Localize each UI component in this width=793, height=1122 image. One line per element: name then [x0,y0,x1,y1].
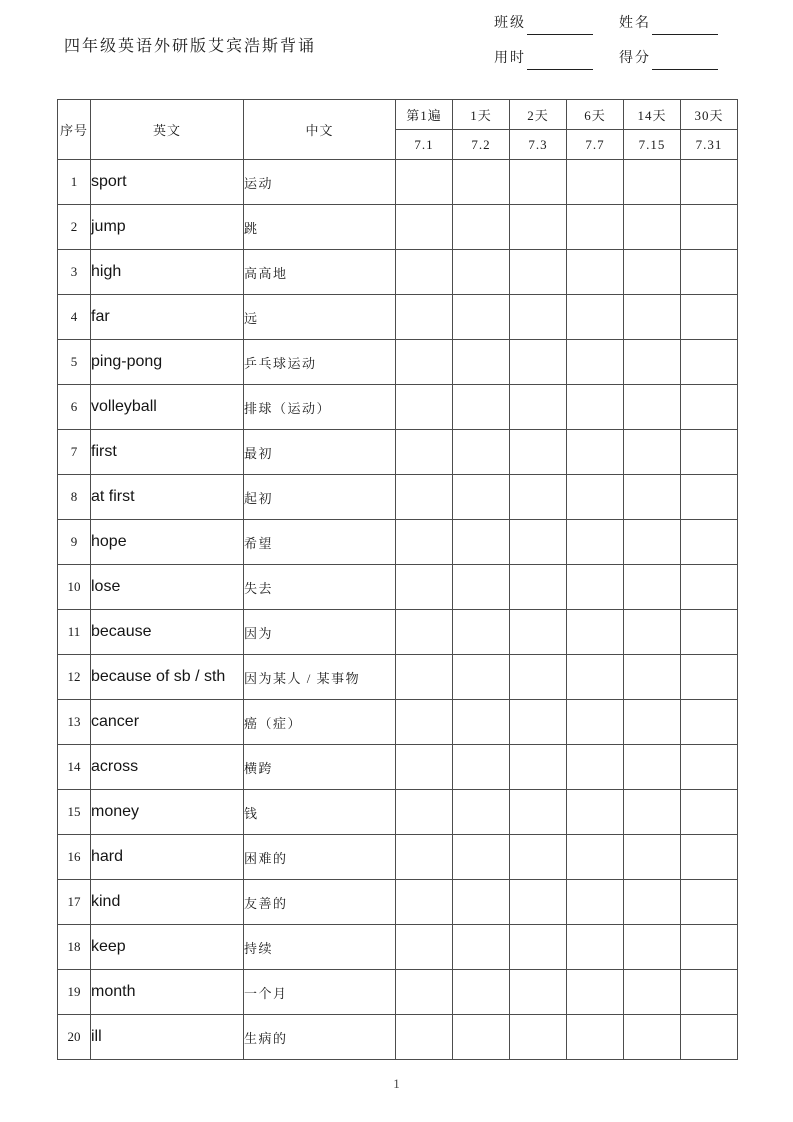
review-blank-cell [567,655,624,700]
review-blank-cell [567,745,624,790]
english-word-cell: because [91,610,244,655]
score-field [619,48,718,70]
review-blank-cell [453,565,510,610]
time-used-field-label: 用时 [494,51,526,66]
review-blank-cell [396,340,453,385]
score-field-blank [652,51,718,70]
name-field-blank [652,16,718,35]
form-field-row [494,13,718,35]
review-column-header: 14天 [624,100,681,130]
review-blank-cell [510,295,567,340]
review-blank-cell [681,925,738,970]
review-blank-cell [453,385,510,430]
vocab-row [58,475,738,520]
review-blank-cell [567,295,624,340]
vocab-row [58,430,738,475]
row-index-cell: 7 [58,430,91,475]
review-date-header: 7.7 [567,130,624,160]
review-blank-cell [624,340,681,385]
review-blank-cell [453,880,510,925]
row-index-cell: 18 [58,925,91,970]
review-blank-cell [624,295,681,340]
review-blank-cell [396,610,453,655]
row-index-cell: 14 [58,745,91,790]
review-blank-cell [567,970,624,1015]
review-blank-cell [453,745,510,790]
chinese-meaning-cell: 运动 [244,160,396,205]
row-index-cell: 11 [58,610,91,655]
review-blank-cell [624,925,681,970]
review-blank-cell [567,250,624,295]
table-header-row [58,100,738,130]
review-blank-cell [681,835,738,880]
review-blank-cell [510,430,567,475]
name-field-label: 姓名 [619,16,651,31]
review-blank-cell [396,835,453,880]
english-word-cell: money [91,790,244,835]
vocab-row [58,880,738,925]
review-column-header: 第1遍 [396,100,453,130]
vocab-row [58,295,738,340]
review-blank-cell [681,520,738,565]
review-blank-cell [396,655,453,700]
review-blank-cell [567,520,624,565]
index-column-header: 序号 [58,100,91,160]
review-blank-cell [510,610,567,655]
review-blank-cell [624,745,681,790]
review-blank-cell [453,520,510,565]
row-index-cell: 15 [58,790,91,835]
english-word-cell: sport [91,160,244,205]
chinese-column-header: 中文 [244,100,396,160]
review-blank-cell [510,565,567,610]
name-field [619,13,718,35]
row-index-cell: 19 [58,970,91,1015]
vocab-row [58,970,738,1015]
review-blank-cell [453,610,510,655]
review-blank-cell [681,970,738,1015]
english-word-cell: month [91,970,244,1015]
review-blank-cell [567,340,624,385]
review-blank-cell [567,565,624,610]
review-blank-cell [396,385,453,430]
review-column-header: 1天 [453,100,510,130]
review-blank-cell [396,880,453,925]
review-column-header: 6天 [567,100,624,130]
chinese-meaning-cell: 起初 [244,475,396,520]
vocab-row [58,835,738,880]
review-blank-cell [624,385,681,430]
review-blank-cell [681,385,738,430]
review-date-header: 7.31 [681,130,738,160]
vocab-row [58,790,738,835]
review-blank-cell [510,250,567,295]
review-blank-cell [567,385,624,430]
time-used-field-blank [527,51,593,70]
review-blank-cell [624,430,681,475]
vocab-row [58,1015,738,1060]
row-index-cell: 2 [58,205,91,250]
review-blank-cell [510,385,567,430]
row-index-cell: 4 [58,295,91,340]
row-index-cell: 12 [58,655,91,700]
review-blank-cell [567,925,624,970]
review-blank-cell [453,700,510,745]
row-index-cell: 5 [58,340,91,385]
review-blank-cell [681,745,738,790]
vocab-row [58,340,738,385]
review-blank-cell [510,835,567,880]
review-blank-cell [681,1015,738,1060]
row-index-cell: 20 [58,1015,91,1060]
review-blank-cell [510,700,567,745]
chinese-meaning-cell: 排球（运动） [244,385,396,430]
chinese-meaning-cell: 一个月 [244,970,396,1015]
review-blank-cell [624,565,681,610]
chinese-meaning-cell: 横跨 [244,745,396,790]
review-blank-cell [453,475,510,520]
review-blank-cell [396,790,453,835]
review-blank-cell [396,745,453,790]
english-word-cell: far [91,295,244,340]
review-blank-cell [567,475,624,520]
review-blank-cell [624,160,681,205]
review-blank-cell [396,565,453,610]
time-used-field [494,48,593,70]
chinese-meaning-cell: 癌（症） [244,700,396,745]
chinese-meaning-cell: 远 [244,295,396,340]
review-date-header: 7.1 [396,130,453,160]
review-blank-cell [567,835,624,880]
review-blank-cell [681,565,738,610]
review-blank-cell [681,475,738,520]
review-blank-cell [681,430,738,475]
review-blank-cell [510,1015,567,1060]
page-number: 1 [393,1076,400,1091]
review-blank-cell [453,295,510,340]
review-blank-cell [396,160,453,205]
review-blank-cell [681,205,738,250]
review-blank-cell [396,430,453,475]
review-blank-cell [567,205,624,250]
review-blank-cell [681,295,738,340]
review-blank-cell [396,970,453,1015]
page-title: 四年级英语外研版艾宾浩斯背诵 [64,38,317,55]
review-blank-cell [453,430,510,475]
english-word-cell: lose [91,565,244,610]
header-form-fields [494,13,718,83]
review-blank-cell [396,205,453,250]
review-blank-cell [624,655,681,700]
review-blank-cell [396,295,453,340]
review-date-header: 7.15 [624,130,681,160]
review-blank-cell [624,835,681,880]
review-blank-cell [624,970,681,1015]
review-date-header: 7.2 [453,130,510,160]
review-blank-cell [510,340,567,385]
review-blank-cell [681,790,738,835]
review-blank-cell [453,970,510,1015]
english-word-cell: hard [91,835,244,880]
review-blank-cell [567,1015,624,1060]
chinese-meaning-cell: 友善的 [244,880,396,925]
english-word-cell: volleyball [91,385,244,430]
review-date-header: 7.3 [510,130,567,160]
row-index-cell: 1 [58,160,91,205]
review-blank-cell [453,160,510,205]
review-blank-cell [681,655,738,700]
review-blank-cell [567,610,624,655]
vocab-row [58,655,738,700]
chinese-meaning-cell: 失去 [244,565,396,610]
review-blank-cell [624,205,681,250]
row-index-cell: 6 [58,385,91,430]
review-blank-cell [624,700,681,745]
review-blank-cell [567,790,624,835]
vocab-row [58,160,738,205]
review-blank-cell [624,880,681,925]
review-column-header: 30天 [681,100,738,130]
review-blank-cell [567,430,624,475]
review-blank-cell [453,1015,510,1060]
chinese-meaning-cell: 乒乓球运动 [244,340,396,385]
class-field-blank [527,16,593,35]
english-word-cell: first [91,430,244,475]
chinese-meaning-cell: 生病的 [244,1015,396,1060]
english-word-cell: kind [91,880,244,925]
review-blank-cell [510,205,567,250]
vocab-row [58,745,738,790]
review-blank-cell [624,250,681,295]
vocab-row [58,925,738,970]
review-blank-cell [453,205,510,250]
review-blank-cell [510,160,567,205]
review-blank-cell [510,880,567,925]
review-blank-cell [510,970,567,1015]
vocab-row [58,250,738,295]
vocab-row [58,700,738,745]
english-column-header: 英文 [91,100,244,160]
review-blank-cell [681,160,738,205]
review-blank-cell [510,745,567,790]
row-index-cell: 10 [58,565,91,610]
review-blank-cell [567,700,624,745]
review-blank-cell [453,790,510,835]
review-column-header: 2天 [510,100,567,130]
chinese-meaning-cell: 钱 [244,790,396,835]
review-blank-cell [510,790,567,835]
review-blank-cell [453,655,510,700]
review-blank-cell [681,700,738,745]
vocab-row [58,385,738,430]
review-blank-cell [396,520,453,565]
row-index-cell: 9 [58,520,91,565]
review-blank-cell [681,250,738,295]
class-field-label: 班级 [494,16,526,31]
row-index-cell: 17 [58,880,91,925]
review-blank-cell [396,1015,453,1060]
review-blank-cell [567,880,624,925]
english-word-cell: keep [91,925,244,970]
review-blank-cell [510,925,567,970]
review-blank-cell [453,925,510,970]
review-blank-cell [396,475,453,520]
row-index-cell: 16 [58,835,91,880]
chinese-meaning-cell: 困难的 [244,835,396,880]
form-field-row [494,48,718,70]
row-index-cell: 3 [58,250,91,295]
vocab-row [58,565,738,610]
review-blank-cell [396,925,453,970]
vocab-row [58,520,738,565]
english-word-cell: high [91,250,244,295]
review-blank-cell [624,475,681,520]
english-word-cell: at first [91,475,244,520]
review-blank-cell [396,250,453,295]
chinese-meaning-cell: 跳 [244,205,396,250]
vocab-row [58,610,738,655]
chinese-meaning-cell: 持续 [244,925,396,970]
chinese-meaning-cell: 高高地 [244,250,396,295]
row-index-cell: 13 [58,700,91,745]
review-blank-cell [624,520,681,565]
english-word-cell: cancer [91,700,244,745]
row-index-cell: 8 [58,475,91,520]
english-word-cell: across [91,745,244,790]
review-blank-cell [453,835,510,880]
vocab-row [58,205,738,250]
review-blank-cell [510,655,567,700]
review-blank-cell [681,610,738,655]
review-blank-cell [453,340,510,385]
vocab-table [57,99,738,1060]
chinese-meaning-cell: 因为 [244,610,396,655]
review-blank-cell [624,790,681,835]
review-blank-cell [681,880,738,925]
score-field-label: 得分 [619,51,651,66]
english-word-cell: ping-pong [91,340,244,385]
review-blank-cell [510,475,567,520]
review-blank-cell [624,610,681,655]
chinese-meaning-cell: 因为某人 / 某事物 [244,655,396,700]
english-word-cell: because of sb / sth [91,655,244,700]
review-blank-cell [681,340,738,385]
class-field [494,13,593,35]
english-word-cell: ill [91,1015,244,1060]
chinese-meaning-cell: 最初 [244,430,396,475]
chinese-meaning-cell: 希望 [244,520,396,565]
review-blank-cell [567,160,624,205]
english-word-cell: hope [91,520,244,565]
english-word-cell: jump [91,205,244,250]
review-blank-cell [453,250,510,295]
review-blank-cell [624,1015,681,1060]
review-blank-cell [510,520,567,565]
review-blank-cell [396,700,453,745]
